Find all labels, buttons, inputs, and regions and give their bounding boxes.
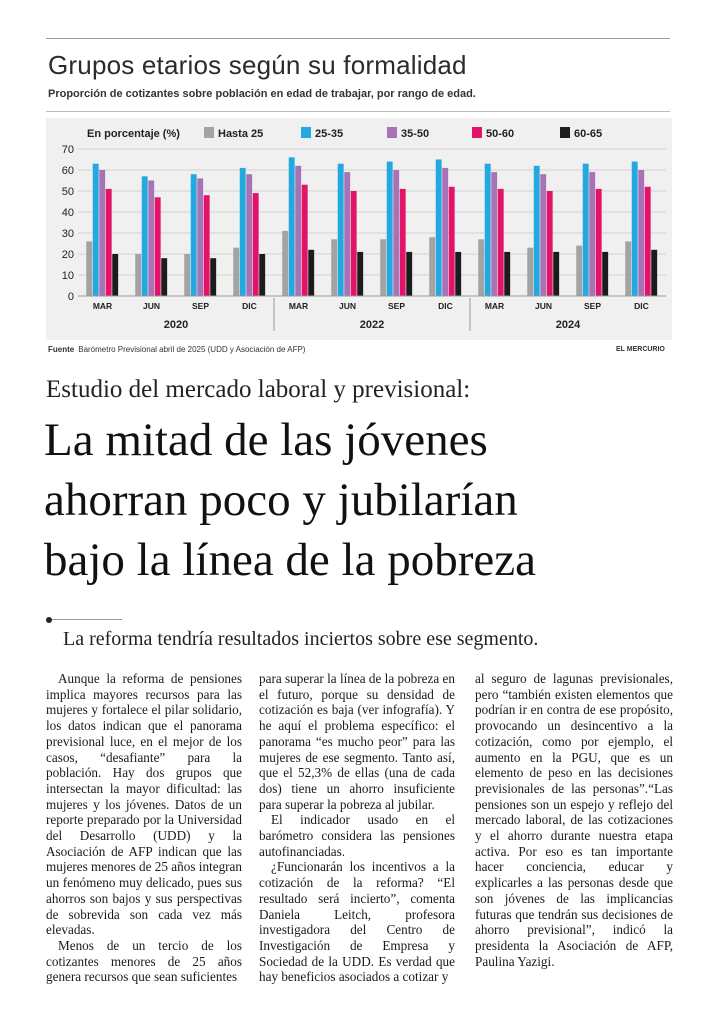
bar <box>331 239 337 296</box>
bar <box>449 187 455 296</box>
bar <box>344 172 350 296</box>
bar <box>645 187 651 296</box>
bar <box>253 193 259 296</box>
bar <box>289 157 295 296</box>
bar <box>632 162 638 296</box>
bar <box>547 191 553 296</box>
bar <box>259 254 265 296</box>
bar <box>93 164 99 296</box>
headline-line: ahorran poco y jubilarían <box>44 474 518 526</box>
source-label: Fuente <box>48 345 75 354</box>
bar <box>442 168 448 296</box>
y-tick-label: 70 <box>61 144 74 156</box>
bar <box>625 241 631 296</box>
bar <box>112 254 118 296</box>
bar <box>553 252 559 296</box>
x-tick-label: SEP <box>191 301 210 311</box>
legend-label: 25-35 <box>315 128 344 140</box>
bar <box>86 241 92 296</box>
headline-line: La mitad de las jóvenes <box>44 414 488 466</box>
bar <box>436 160 442 297</box>
bar <box>638 170 644 296</box>
chart-title: Grupos etarios según su formalidad <box>48 50 467 80</box>
y-tick-label: 50 <box>61 186 74 198</box>
bar <box>455 252 461 296</box>
bar <box>308 250 314 296</box>
x-tick-label: DIC <box>438 301 453 311</box>
y-tick-label: 10 <box>61 270 74 282</box>
bar <box>357 252 363 296</box>
bar <box>393 170 399 296</box>
bar <box>351 191 357 296</box>
bar <box>380 239 386 296</box>
x-tick-label: MAR <box>288 301 309 311</box>
infographic <box>0 0 708 362</box>
article-headline <box>44 410 684 590</box>
bar <box>504 252 510 296</box>
deck-rule <box>52 619 122 620</box>
bar <box>387 162 393 296</box>
bar <box>527 248 533 296</box>
bar <box>406 252 412 296</box>
y-tick-label: 0 <box>67 291 74 303</box>
y-tick-label: 40 <box>61 207 74 219</box>
bar <box>210 258 216 296</box>
x-tick-label: MAR <box>92 301 113 311</box>
legend-swatch <box>472 127 482 138</box>
source-text: Barómetro Previsional abril de 2025 (UDD y Asociación de AFP) <box>78 345 306 354</box>
bar <box>485 164 491 296</box>
year-label: 2024 <box>555 319 581 331</box>
bar <box>197 178 203 296</box>
bar <box>155 197 161 296</box>
bar <box>233 248 239 296</box>
legend-label: 50-60 <box>486 128 515 140</box>
bar <box>491 172 497 296</box>
bar <box>338 164 344 296</box>
subtitle-divider <box>46 111 670 112</box>
headline-line: bajo la línea de la pobreza <box>44 534 536 586</box>
bar <box>651 250 657 296</box>
bar <box>135 254 141 296</box>
bar <box>302 185 308 296</box>
top-divider <box>46 38 670 39</box>
x-tick-label: JUN <box>142 301 161 311</box>
article-kicker: Estudio del mercado laboral y previsional: <box>46 376 471 403</box>
paragraph: ¿Funcionarán los incentivos a la cotización de la reforma? “El resultado será incierto”, comenta Daniela Leitch, profesora investigadora del Centro de Investigación de Empresa y Sociedad de la UDD. Es verdad que hay beneficios asociados a cotizar y <box>259 859 455 985</box>
bar <box>602 252 608 296</box>
paragraph: Aunque la reforma de pensiones implica mayores recursos para las mujeres y fortalece el pilar solidario, los datos indican que el panorama previsional luce, en el mejor de los casos, “desafiante” para la población. Hay dos grupos que intersectan la mayor dificultad: las mujeres y los jóvenes. Datos de un reporte preparado por la Universidad del Desarrollo (UDD) y la Asociación de AFP indican que las mujeres menores de 25 años integran un fenómeno muy delicado, pues sus ahorros son bajos y sus perspectivas de sobrevida son cada vez más elevadas. <box>46 671 242 938</box>
bar <box>400 189 406 296</box>
bar <box>583 164 589 296</box>
bar <box>534 166 540 296</box>
article-column-1 <box>46 671 242 985</box>
bar-chart <box>46 118 672 340</box>
bar <box>184 254 190 296</box>
paragraph: Menos de un tercio de los cotizantes menores de 25 años genera recursos que sean suficientes <box>46 937 242 985</box>
bar <box>191 174 197 296</box>
paragraph: El indicador usado en el barómetro considera las pensiones autofinanciadas. <box>259 812 455 859</box>
bar <box>106 189 112 296</box>
bar <box>161 258 167 296</box>
bar <box>478 239 484 296</box>
y-tick-label: 20 <box>61 249 74 261</box>
article-column-2 <box>259 671 455 985</box>
chart-subtitle: Proporción de cotizantes sobre población en edad de trabajar, por rango de edad. <box>48 88 476 100</box>
chart-area <box>46 118 672 340</box>
publisher-credit: EL MERCURIO <box>616 346 665 353</box>
x-tick-label: MAR <box>484 301 505 311</box>
paragraph: para superar la línea de la pobreza en el futuro, porque su densidad de cotización es baja (ver infografía). Y he aquí el problema específico: el panorama “es mucho peor” para las mujeres de ese segmento. Tanto así, que el 52,3% de ellas (una de cada dos) tiene un ahorro insuficiente para superar la pobreza al jubilar. <box>259 671 455 812</box>
bar <box>498 189 504 296</box>
chart-source <box>48 345 305 354</box>
y-tick-label: 30 <box>61 228 74 240</box>
y-tick-label: 60 <box>61 165 74 177</box>
bar <box>282 231 288 296</box>
x-tick-label: DIC <box>242 301 257 311</box>
bar <box>429 237 435 296</box>
bar <box>240 168 246 296</box>
bar <box>596 189 602 296</box>
bar <box>540 174 546 296</box>
x-tick-label: JUN <box>534 301 553 311</box>
year-label: 2022 <box>359 319 385 331</box>
x-tick-label: SEP <box>583 301 602 311</box>
article-column-3 <box>475 671 673 969</box>
bar <box>148 181 154 297</box>
bar <box>246 174 252 296</box>
year-label: 2020 <box>163 319 189 331</box>
legend-swatch <box>560 127 570 138</box>
legend-label: Hasta 25 <box>218 128 264 140</box>
deck-bullet <box>46 617 52 623</box>
paragraph: al seguro de lagunas previsionales, pero “también existen elementos que podrían ir en contra de ese propósito, provocando un desincentivo a la cotización, como por ejemplo, el aumento en la PGU, que es un elemento de peso en las decisiones previsionales de las personas”.“Las pensiones son un espejo y reflejo del mercado laboral, de las cotizaciones y el ahorro durante nuestra etapa activa. Por eso es tan importante hacer conciencia, educar y explicarles a las personas desde que son jóvenes de las implicancias futuras que tendrán sus decisiones de ahorro previsional”, indicó la presidenta la Asociación de AFP, Paulina Yazigi. <box>475 671 673 969</box>
legend-swatch <box>204 127 214 138</box>
x-tick-label: DIC <box>634 301 649 311</box>
bar <box>295 166 301 296</box>
legend-label: 35-50 <box>401 128 430 140</box>
bar <box>99 170 105 296</box>
article-deck: La reforma tendría resultados inciertos sobre ese segmento. <box>63 628 539 650</box>
legend-swatch <box>387 127 397 138</box>
legend-unit-label: En porcentaje (%) <box>87 128 180 140</box>
bar <box>204 195 210 296</box>
legend-label: 60-65 <box>574 128 603 140</box>
bar <box>589 172 595 296</box>
bar <box>142 176 148 296</box>
x-tick-label: JUN <box>338 301 357 311</box>
legend-swatch <box>301 127 311 138</box>
x-tick-label: SEP <box>387 301 406 311</box>
bar <box>576 246 582 296</box>
